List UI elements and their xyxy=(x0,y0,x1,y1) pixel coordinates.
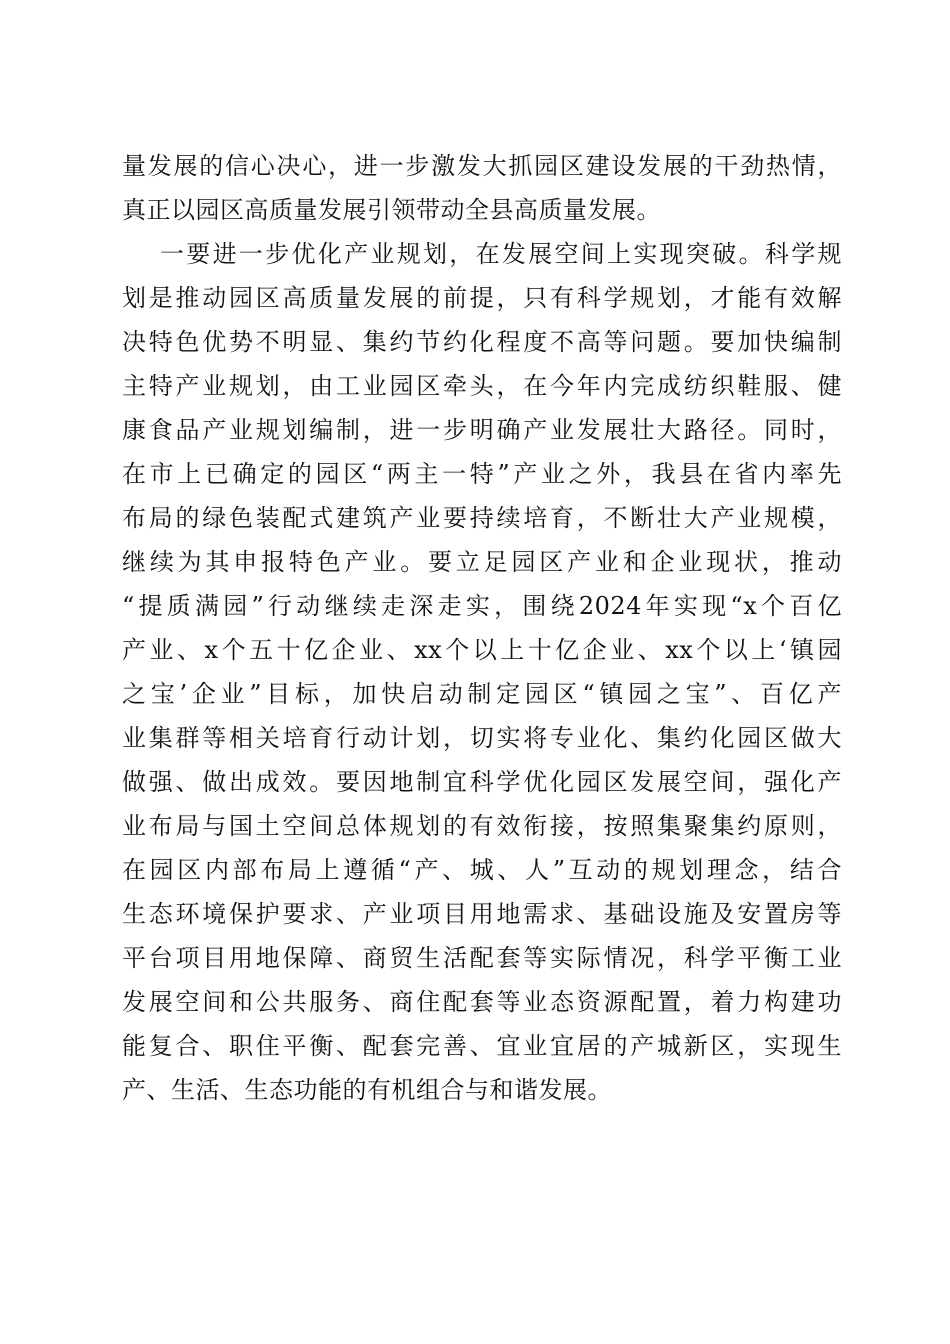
body-text xyxy=(122,144,842,1112)
text-line: “提质满园”行动继续走深走实，围绕2024年实现“x个百亿 xyxy=(122,592,842,620)
text-line: 布局的绿色装配式建筑产业要持续培育，不断壮大产业规模， xyxy=(122,504,842,532)
text-line: 主特产业规划，由工业园区牵头，在今年内完成纺织鞋服、健 xyxy=(122,372,842,400)
text-line: 划是推动园区高质量发展的前提，只有科学规划，才能有效解 xyxy=(122,284,842,312)
paragraph-first-line: 一要进一步优化产业规划，在发展空间上实现突破。科学规 xyxy=(160,240,842,268)
text-line: 真正以园区高质量发展引领带动全县高质量发展。 xyxy=(122,196,661,224)
text-line: 康食品产业规划编制，进一步明确产业发展壮大路径。同时， xyxy=(122,416,842,444)
text-line: 量发展的信心决心，进一步激发大抓园区建设发展的干劲热情， xyxy=(122,152,842,180)
text-line: 在园区内部布局上遵循“产、城、人”互动的规划理念，结合 xyxy=(122,856,842,884)
text-line: 发展空间和公共服务、商住配套等业态资源配置，着力构建功 xyxy=(122,988,842,1016)
text-line: 业集群等相关培育行动计划，切实将专业化、集约化园区做大 xyxy=(122,724,842,752)
text-line: 继续为其申报特色产业。要立足园区产业和企业现状，推动 xyxy=(122,548,842,576)
text-line: 生态环境保护要求、产业项目用地需求、基础设施及安置房等 xyxy=(122,900,842,928)
text-line: 在市上已确定的园区“两主一特”产业之外，我县在省内率先 xyxy=(122,460,842,488)
text-line: 做强、做出成效。要因地制宜科学优化园区发展空间，强化产 xyxy=(122,768,842,796)
text-line: 之宝’企业”目标，加快启动制定园区“镇园之宝”、百亿产 xyxy=(122,680,842,708)
text-line: 决特色优势不明显、集约节约化程度不高等问题。要加快编制 xyxy=(122,328,842,356)
text-line: 产业、x个五十亿企业、xx个以上十亿企业、xx个以上‘镇园 xyxy=(122,636,842,664)
text-line: 产、生活、生态功能的有机组合与和谐发展。 xyxy=(122,1076,612,1104)
text-line: 业布局与国土空间总体规划的有效衔接，按照集聚集约原则， xyxy=(122,812,842,840)
text-line: 能复合、职住平衡、配套完善、宜业宜居的产城新区，实现生 xyxy=(122,1032,842,1060)
text-line: 平台项目用地保障、商贸生活配套等实际情况，科学平衡工业 xyxy=(122,944,842,972)
